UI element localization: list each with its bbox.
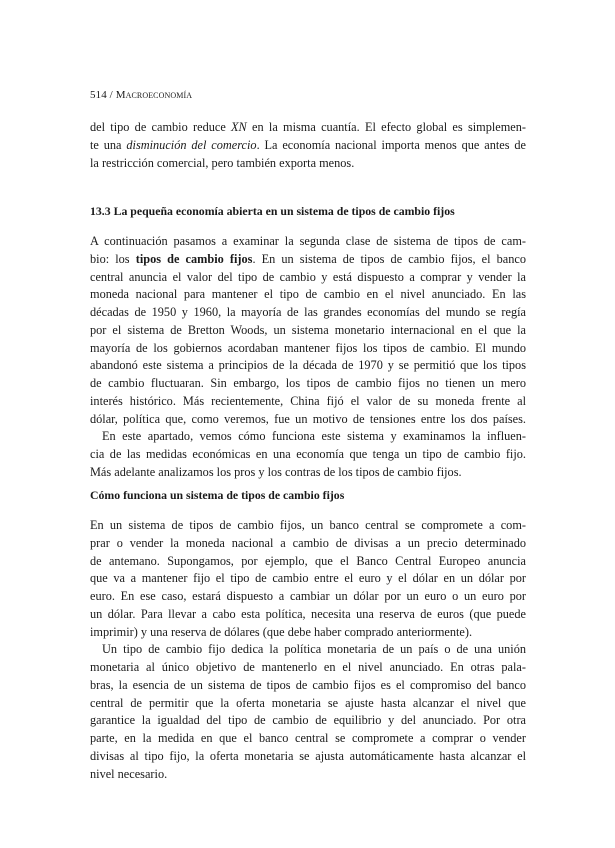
section-heading: 13.3 La pequeña economía abierta en un sistema de tipos de cambio fijos (90, 204, 455, 218)
text-line: monetaria al único objetivo de mantenerlo en el nivel anunciado. En otras pala- (90, 660, 526, 674)
text-line: En un sistema de tipos de cambio fijos, un banco central se compromete a com- (90, 518, 526, 532)
text-line: del tipo de cambio reduce XN en la misma cuantía. El efecto global es simplemen- (90, 120, 526, 134)
running-header (90, 89, 192, 101)
text-line: décadas de 1950 y 1960, la mayoría de las grandes economías del mundo se regía (90, 305, 526, 319)
text-line: de antemano. Supongamos, por ejemplo, que el Banco Central Europeo anuncia (90, 553, 526, 568)
text-line: bio: los tipos de cambio fijos. En un sistema de tipos de cambio fijos, el banco (90, 251, 526, 266)
book-title: Macroeconomía (115, 89, 193, 101)
text-line: la restricción comercial, pero también exporta menos. (90, 155, 355, 170)
text-line: bras, la esencia de un sistema de tipos de cambio fijos es el compromiso del banco (90, 677, 526, 692)
paragraph-how-it-works (90, 517, 526, 783)
text-line: moneda nacional para mantener el tipo de cambio en el nivel anunciado. En las (90, 287, 526, 302)
text-line: imprimir) y una reserva de dólares (que debe haber comprado anteriormente). (90, 624, 473, 639)
text-line: nivel necesario. (90, 766, 168, 781)
text-line: central anuncia el valor del tipo de cambio y está dispuesto a comprar y vender la (90, 269, 526, 284)
text-line: divisas al tipo fijo, la oferta monetaria se ajusta automáticamente hasta alcanzar el (90, 748, 526, 763)
header-separator: / (109, 89, 113, 101)
text-line: interés histórico. Más recientemente, China fijó el valor de su moneda frente al (90, 393, 526, 408)
paragraph-intro (90, 233, 526, 482)
text-line: Un tipo de cambio fijo dedica la política monetaria de un país o de una unión (102, 642, 526, 657)
subsection-heading: Cómo funciona un sistema de tipos de cambio fijos (90, 488, 345, 502)
text-line: te una disminución del comercio. La economía nacional importa menos que antes de (90, 137, 526, 152)
text-line: euro. En ese caso, estará dispuesto a cambiar un dólar por un euro o un euro por (90, 589, 526, 603)
text-line: un dólar. Para llevar a cabo esta política, necesita una reserva de euros (que puede (90, 606, 526, 621)
text-line: central de permitir que la oferta monetaria se ajuste hasta alcanzar el nivel que (90, 695, 526, 710)
text-line: Más adelante analizamos los pros y los contras de los tipos de cambio fijos. (90, 464, 462, 479)
text-line: dólar, política que, como veremos, fue un motivo de tensiones entre los dos países. (90, 411, 526, 426)
text-line: cia de las medidas económicas en una economía que tenga un tipo de cambio fijo. (90, 447, 526, 461)
text-line: que va a mantener fijo el tipo de cambio entre el euro y el dólar en un dólar por (90, 571, 526, 586)
text-line: parte, en la medida en que el banco central se compromete a comprar o vender (90, 731, 526, 745)
text-line: garantice la igualdad del tipo de cambio de equilibrio y del anunciado. Por otra (90, 713, 526, 728)
text-line: En este apartado, vemos cómo funciona este sistema y examinamos la influen- (102, 429, 526, 444)
text-line: por el sistema de Bretton Woods, un sistema monetario internacional en el que la (90, 322, 526, 337)
text-line: mayoría de los gobiernos acordaban mantener fijos los tipos de cambio. El mundo (90, 340, 526, 355)
paragraph-continuation (90, 119, 526, 172)
text-line: prar o vender la moneda nacional a cambio de divisas a un precio determinado (90, 535, 526, 550)
text-line: A continuación pasamos a examinar la segunda clase de sistema de tipos de cam- (90, 234, 526, 248)
page-number: 514 (90, 89, 107, 101)
text-line: de cambio fluctuaran. Sin embargo, los tipos de cambio fijos no tienen un mero (90, 376, 526, 390)
text-line: abandonó este sistema a principios de la década de 1970 y se permitió que los tipos (90, 358, 526, 373)
